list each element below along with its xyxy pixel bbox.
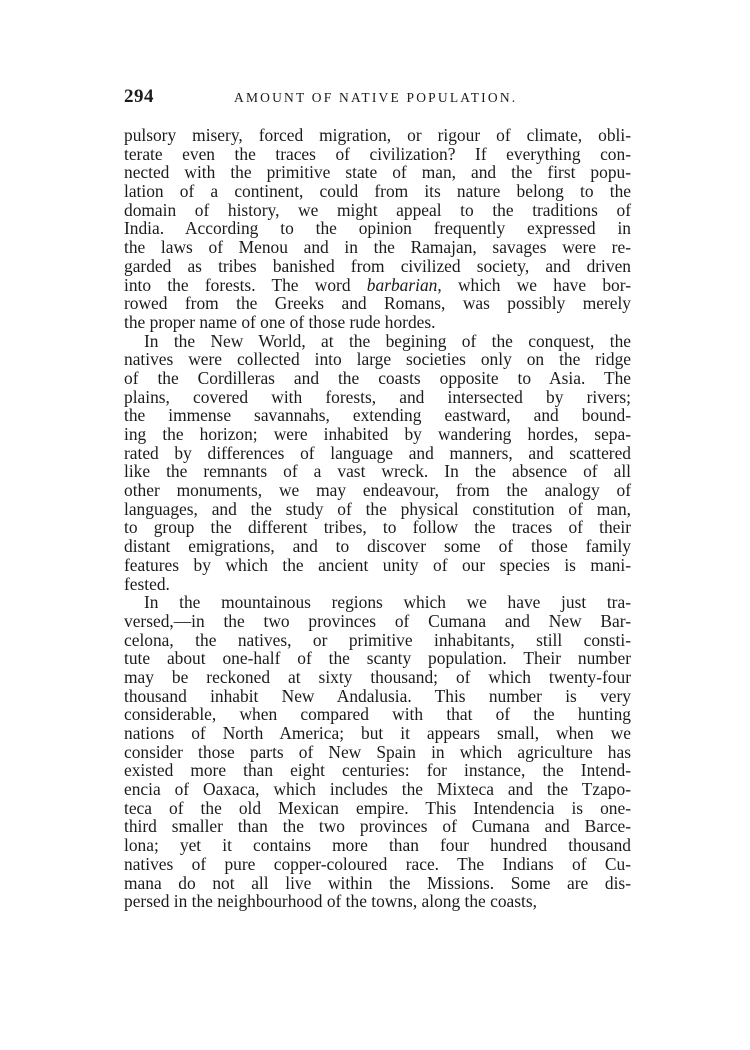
text-line: celona, the natives, or primitive inhabitants, still consti-: [124, 629, 631, 650]
text-line: lation of a continent, could from its nature belong to the: [124, 181, 631, 202]
text-line: of the Cordilleras and the coasts opposite to Asia. The: [124, 367, 631, 388]
body-text: [124, 126, 631, 911]
text-line: fested.: [124, 573, 170, 594]
text-line: other monuments, we may endeavour, from the analogy of: [124, 480, 631, 501]
text-line: lona; yet it contains more than four hundred thousand: [124, 835, 631, 856]
text-line: to group the different tribes, to follow the traces of their: [124, 517, 631, 538]
paragraph: [124, 593, 631, 911]
text-line: thousand inhabit New Andalusia. This number is very: [124, 685, 631, 706]
text-line: the laws of Menou and in the Ramajan, savages were re-: [124, 237, 631, 258]
text-line: plains, covered with forests, and intersected by rivers;: [124, 386, 631, 407]
text-line: nected with the primitive state of man, and the first popu-: [124, 162, 631, 183]
text-line: teca of the old Mexican empire. This Intendencia is one-: [124, 797, 631, 818]
running-head: AMOUNT OF NATIVE POPULATION.: [234, 90, 518, 105]
text-line: may be reckoned at sixty thousand; of which twenty-four: [124, 666, 631, 687]
text-line: In the mountainous regions which we have just tra-: [144, 592, 631, 613]
text-line: In the New World, at the begining of the conquest, the: [144, 330, 631, 351]
text-line: encia of Oaxaca, which includes the Mixteca and the Tzapo-: [124, 779, 631, 800]
text-line: like the remnants of a vast wreck. In the absence of all: [124, 461, 631, 482]
text-line: natives were collected into large societies only on the ridge: [124, 349, 631, 370]
page-header: [124, 86, 630, 112]
text-line: tute about one-half of the scanty population. Their number: [124, 648, 631, 669]
text-line: features by which the ancient unity of our species is mani-: [124, 554, 631, 575]
text-line: considerable, when compared with that of the hunting: [124, 704, 631, 725]
text-line: India. According to the opinion frequently expressed in: [124, 218, 631, 239]
text-line: versed,—in the two provinces of Cumana and New Bar-: [124, 610, 631, 631]
paragraph: [124, 126, 631, 332]
text-line: mana do not all live within the Missions. Some are dis-: [124, 872, 631, 893]
text-line: into the forests. The word barbarian, which we have bor-: [124, 274, 631, 295]
text-line: the immense savannahs, extending eastward, and bound-: [124, 405, 631, 426]
text-line: garded as tribes banished from civilized society, and driven: [124, 255, 631, 276]
text-line: languages, and the study of the physical constitution of man,: [124, 498, 631, 519]
text-line: nations of North America; but it appears small, when we: [124, 723, 631, 743]
text-line: rowed from the Greeks and Romans, was possibly merely: [124, 293, 631, 314]
text-line: existed more than eight centuries: for instance, the Intend-: [124, 760, 631, 781]
italic-word: barbarian: [366, 274, 438, 295]
text-line: the proper name of one of those rude hordes.: [124, 311, 436, 332]
text-line: pulsory misery, forced migration, or rigour of climate, obli-: [124, 125, 631, 145]
page-number: 294: [124, 86, 154, 107]
text-line: terate even the traces of civilization? If everything con-: [124, 143, 631, 164]
text-line: distant emigrations, and to discover some of those family: [124, 536, 631, 557]
text-line: natives of pure copper-coloured race. The Indians of Cu-: [124, 853, 631, 874]
text-line: persed in the neighbourhood of the towns, along the coasts,: [124, 891, 537, 912]
paragraph: [124, 332, 631, 594]
text-line: third smaller than the two provinces of Cumana and Barce-: [124, 816, 631, 837]
text-line: rated by differences of language and manners, and scattered: [124, 442, 631, 463]
text-line: domain of history, we might appeal to the traditions of: [124, 199, 631, 220]
text-line: consider those parts of New Spain in which agriculture has: [124, 741, 631, 762]
text-line: ing the horizon; were inhabited by wandering hordes, sepa-: [124, 424, 631, 444]
